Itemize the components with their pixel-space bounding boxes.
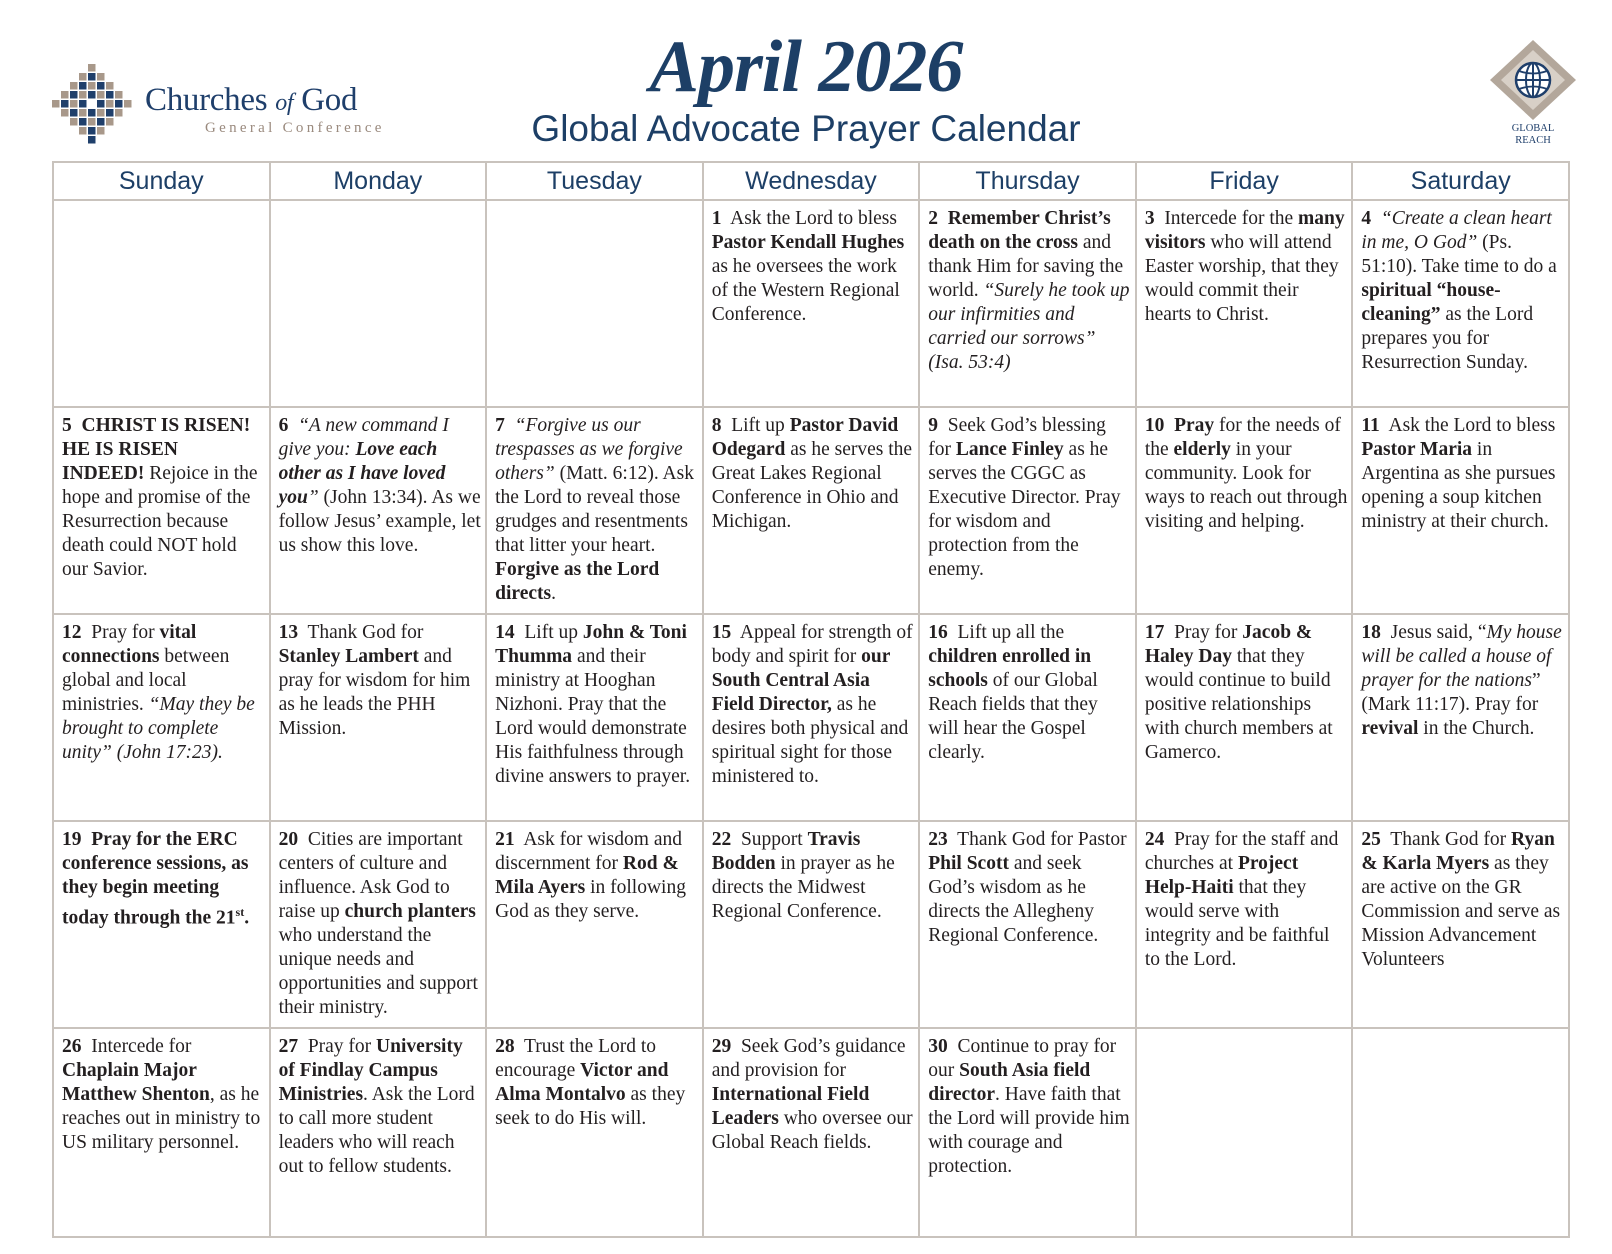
day-cell [486, 1028, 703, 1237]
day-number: 15 [711, 622, 732, 643]
day-text: “May they be brought to complete unity” (John 17:23). [62, 694, 255, 763]
day-text: Pray for the staff and churches at [1144, 829, 1339, 874]
weekday-header-sunday: Sunday [53, 162, 270, 200]
day-cell [53, 1028, 270, 1237]
global-reach-logo [1488, 38, 1578, 148]
day-text: and pray for wisdom for him as he leads the PHH Mission. [278, 646, 471, 739]
day-text: many visitors [1144, 208, 1345, 253]
day-text: Appeal for strength of body and spirit for [711, 622, 913, 667]
day-text: ” [307, 487, 319, 508]
day-number: 18 [1361, 622, 1381, 643]
day-cell [270, 821, 487, 1028]
day-text: in following God as they serve. [495, 877, 686, 922]
day-text: for the needs of the [1144, 415, 1341, 460]
day-text: ” (Mark 11:17). Pray for [1361, 670, 1541, 715]
day-text: “Surely he took up our infirmities and carried our sorrows” (Isa. 53:4) [928, 280, 1130, 373]
day-text: Lift up [524, 622, 583, 643]
day-text: Phil Scott [928, 853, 1009, 874]
weekday-header-thursday: Thursday [919, 162, 1136, 200]
day-text: Stanley Lambert [278, 646, 419, 667]
calendar-subtitle: Global Advocate Prayer Calendar [531, 108, 1081, 149]
day-text: church planters [344, 901, 476, 922]
day-cell [1136, 614, 1353, 821]
day-cell [486, 821, 703, 1028]
weekday-header-wednesday: Wednesday [703, 162, 920, 200]
day-text: Pray for the ERC conference sessions, as they begin meeting today through the 21 [62, 829, 249, 929]
day-text: Pray for [307, 1036, 377, 1057]
empty-day-cell [270, 200, 487, 407]
week-row [53, 614, 1569, 821]
day-text: South Asia field director [928, 1060, 1091, 1105]
day-cell [1352, 614, 1569, 821]
weekday-header-row [53, 162, 1569, 200]
day-text: Chaplain Major Matthew Shenton [62, 1060, 210, 1105]
day-number: 17 [1144, 622, 1165, 643]
day-text: Thank God for Pastor [957, 829, 1127, 850]
day-cell [486, 407, 703, 614]
day-cell [1352, 407, 1569, 614]
day-cell [1136, 821, 1353, 1028]
day-number: 23 [928, 829, 948, 850]
day-text: st [235, 905, 245, 919]
day-text: Travis Bodden [711, 829, 861, 874]
day-text: Pastor Kendall Hughes [711, 232, 905, 253]
day-text: that they would continue to build positive relationships with church members at Gamerco. [1144, 646, 1333, 763]
day-text: as he serves the CGGC as Executive Director. Pray for wisdom and protection from the enemy. [928, 439, 1121, 580]
day-text: Seek God’s guidance and provision for [711, 1036, 906, 1081]
day-text: who oversee our Global Reach fields. [711, 1108, 913, 1153]
day-cell [919, 200, 1136, 407]
day-number: 24 [1144, 829, 1165, 850]
day-number: 20 [278, 829, 299, 850]
week-row [53, 200, 1569, 407]
day-text: My house will be called a house of prayer for the nations [1361, 622, 1562, 691]
empty-day-cell [1136, 1028, 1353, 1237]
calendar-grid [52, 161, 1570, 1238]
day-number: 19 [62, 829, 82, 850]
day-number: 22 [711, 829, 732, 850]
day-text: . Ask the Lord to call more student leaders who will reach out to fellow students. [278, 1084, 475, 1177]
org-subtitle: General Conference [205, 120, 385, 136]
globe-diamond-icon [1488, 38, 1578, 122]
day-text: John & Toni Thumma [495, 622, 687, 667]
weekday-header-friday: Friday [1136, 162, 1353, 200]
day-number: 14 [495, 622, 515, 643]
day-number: 1 [711, 208, 722, 229]
day-text: Seek God’s blessing for [928, 415, 1106, 460]
day-number: 6 [278, 415, 289, 436]
global-reach-label: GLOBAL REACH [1511, 123, 1555, 146]
day-number: 30 [928, 1036, 948, 1057]
org-name: Churches of God [145, 82, 358, 118]
day-text: as the Lord prepares you for Resurrection Sunday. [1361, 304, 1534, 373]
day-text: Forgive as the Lord directs [495, 559, 660, 604]
day-text: revival [1361, 718, 1419, 739]
day-cell [270, 407, 487, 614]
day-number: 7 [495, 415, 505, 436]
day-text: University of Findlay Campus Ministries [278, 1036, 463, 1105]
day-number: 21 [495, 829, 515, 850]
day-text: , as he reaches out in ministry to US military personnel. [62, 1084, 261, 1153]
day-cell [53, 821, 270, 1028]
day-text: Thank God for [307, 622, 424, 643]
day-number: 2 [928, 208, 938, 229]
day-text: International Field Leaders [711, 1084, 870, 1129]
day-text: in your community. Look for ways to reach out through visiting and helping. [1144, 439, 1348, 532]
day-text: Pastor Maria [1361, 439, 1473, 460]
day-cell [919, 821, 1136, 1028]
day-text: (Ps. 51:10). Take time to do a [1361, 232, 1557, 277]
day-text: who understand the unique needs and opportunities and support their ministry. [278, 925, 478, 1018]
day-cell [270, 1028, 487, 1237]
day-cell [703, 200, 920, 407]
day-text: Continue to pray for our [928, 1036, 1117, 1081]
day-text: CHRIST IS RISEN! HE IS RISEN INDEED! [62, 415, 251, 484]
empty-day-cell [1352, 1028, 1569, 1237]
day-text: Jesus said, “ [1390, 622, 1487, 643]
day-cell [703, 1028, 920, 1237]
weekday-header-saturday: Saturday [1352, 162, 1569, 200]
day-text: . [551, 583, 556, 604]
empty-day-cell [53, 200, 270, 407]
day-text: our South Central Asia Field Director, [711, 646, 891, 715]
day-cell [1352, 200, 1569, 407]
day-cell [1136, 200, 1353, 407]
day-number: 28 [495, 1036, 515, 1057]
day-text: Intercede for [91, 1036, 192, 1057]
day-text: Lift up [731, 415, 790, 436]
day-text: as he oversees the work of the Western Regional Conference. [711, 256, 900, 325]
day-cell [703, 821, 920, 1028]
day-text: and thank Him for saving the world. [928, 232, 1124, 301]
day-text: (John 13:34). As we follow Jesus’ example, let us show this love. [278, 487, 481, 556]
day-number: 13 [278, 622, 299, 643]
day-text: Jacob & Haley Day [1144, 622, 1313, 667]
day-text: Trust the Lord to encourage [495, 1036, 657, 1081]
day-text: Rejoice in the hope and promise of the Resurrection because death could NOT hold our Savior. [62, 463, 258, 580]
page-header [0, 0, 1612, 160]
day-text: as he desires both physical and spiritual sight for those ministered to. [711, 694, 909, 787]
day-cell [919, 614, 1136, 821]
day-text: Ryan & Karla Myers [1361, 829, 1555, 874]
day-text: children enrolled in schools [928, 646, 1092, 691]
day-text: vital connections [62, 622, 197, 667]
day-cell [1352, 821, 1569, 1028]
day-cell [53, 614, 270, 821]
weekday-header-monday: Monday [270, 162, 487, 200]
day-number: 27 [278, 1036, 299, 1057]
day-text: Remember Christ’s death on the cross [928, 208, 1111, 253]
day-text: Victor and Alma Montalvo [495, 1060, 669, 1105]
day-text: . [244, 907, 250, 929]
day-text: Love each other as I have loved you [278, 439, 446, 508]
day-number: 29 [711, 1036, 732, 1057]
day-text: and their ministry at Hooghan Nizhoni. Pray that the Lord would demonstrate His faithfulness through divine answers to prayer. [495, 646, 691, 787]
day-number: 5 [62, 415, 72, 436]
day-text: in prayer as he directs the Midwest Regional Conference. [711, 853, 895, 922]
day-text: Pray [1174, 415, 1215, 436]
day-cell [53, 407, 270, 614]
week-row [53, 821, 1569, 1028]
day-number: 3 [1144, 208, 1155, 229]
day-text: in the Church. [1418, 718, 1535, 739]
day-text: as they are active on the GR Commission and serve as Mission Advancement Volunteers [1361, 853, 1561, 970]
month-title: April 2026 [649, 26, 963, 108]
day-text: who will attend Easter worship, that they would commit their hearts to Christ. [1144, 232, 1339, 325]
day-text: Pray for [1174, 622, 1243, 643]
day-cell [486, 614, 703, 821]
day-text: Lance Finley [955, 439, 1064, 460]
day-cell [703, 407, 920, 614]
day-text: elderly [1173, 439, 1231, 460]
day-text: (Matt. 6:12). Ask the Lord to reveal those grudges and resentments that litter your heart. [495, 463, 694, 556]
day-text: Project Help-Haiti [1144, 853, 1299, 898]
day-text: . Have faith that the Lord will provide him with courage and protection. [928, 1084, 1130, 1177]
day-text: Ask the Lord to bless [1388, 415, 1556, 436]
day-text: that they would serve with integrity and be faithful to the Lord. [1144, 877, 1330, 970]
weekday-header-tuesday: Tuesday [486, 162, 703, 200]
day-number: 16 [928, 622, 948, 643]
week-row [53, 1028, 1569, 1237]
day-number: 4 [1361, 208, 1372, 229]
day-text: spiritual “house-cleaning” [1361, 280, 1501, 325]
day-cell [1136, 407, 1353, 614]
day-number: 9 [928, 415, 938, 436]
day-cell [270, 614, 487, 821]
day-text: as they seek to do His will. [495, 1084, 686, 1129]
empty-day-cell [486, 200, 703, 407]
week-row [53, 407, 1569, 614]
day-text: Pray for [91, 622, 160, 643]
day-text: Lift up all the [957, 622, 1065, 643]
day-text: “Forgive us our trespasses as we forgive others” [495, 415, 683, 484]
day-number: 12 [62, 622, 82, 643]
day-text: Pastor David Odegard [711, 415, 899, 460]
day-text: in Argentina as she pursues opening a soup kitchen ministry at their church. [1361, 439, 1556, 532]
day-number: 11 [1361, 415, 1380, 436]
day-text: Thank God for [1390, 829, 1512, 850]
day-text: between global and local ministries. [62, 646, 230, 715]
day-text: “A new command I give you: [278, 415, 449, 460]
day-text: Ask for wisdom and discernment for [495, 829, 683, 874]
day-text: as he serves the Great Lakes Regional Conference in Ohio and Michigan. [711, 439, 913, 532]
day-number: 26 [62, 1036, 82, 1057]
day-cell [703, 614, 920, 821]
day-number: 10 [1144, 415, 1165, 436]
day-text: Rod & Mila Ayers [495, 853, 679, 898]
day-text: and seek God’s wisdom as he directs the Allegheny Regional Conference. [928, 853, 1099, 946]
day-cell [919, 1028, 1136, 1237]
day-text: of our Global Reach fields that they will hear the Gospel clearly. [928, 670, 1098, 763]
day-number: 8 [711, 415, 722, 436]
day-text: Support [740, 829, 808, 850]
day-text: Ask the Lord to bless [730, 208, 897, 229]
day-text: Cities are important centers of culture and influence. Ask God to raise up [278, 829, 463, 922]
day-number: 25 [1361, 829, 1381, 850]
day-text: “Create a clean heart in me, O God” [1361, 208, 1552, 253]
day-cell [919, 407, 1136, 614]
day-text: Intercede for the [1164, 208, 1299, 229]
